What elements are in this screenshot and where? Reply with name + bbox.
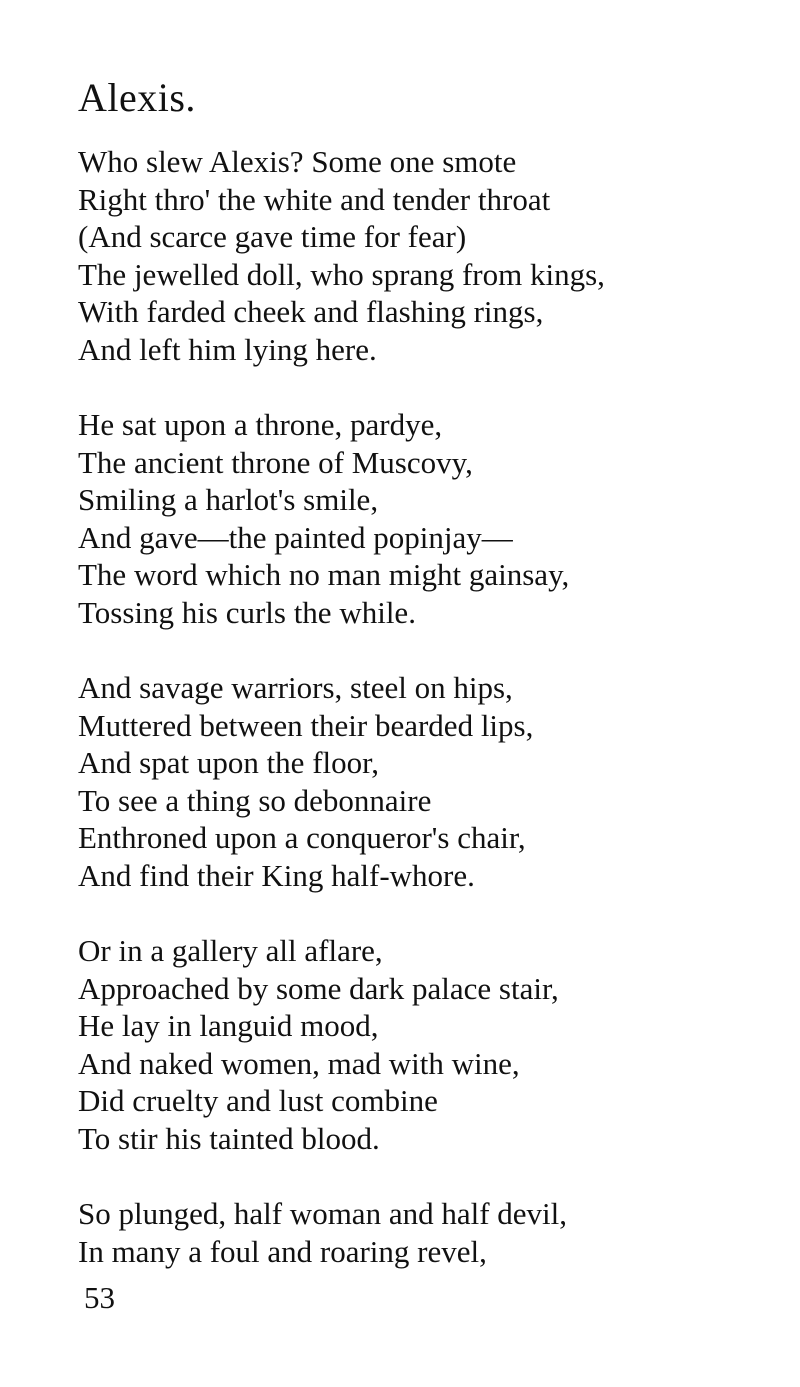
poem-line: He lay in languid mood,: [78, 1008, 379, 1043]
poem-line: The ancient throne of Muscovy,: [78, 444, 473, 480]
stanza-1: [78, 143, 778, 368]
poem-line: Did cruelty and lust combine: [78, 1083, 438, 1118]
page-number: 53: [84, 1280, 115, 1315]
stanza-3: [78, 669, 778, 894]
poem-line: Approached by some dark palace stair,: [78, 970, 559, 1006]
poem-line: The jewelled doll, who sprang from kings,: [78, 256, 605, 292]
poem-line: With farded cheek and flashing rings,: [78, 294, 544, 329]
poem-line: And find their King half-whore.: [78, 857, 475, 893]
stanza-4: [78, 932, 778, 1157]
poem-line: He sat upon a throne, pardye,: [78, 407, 443, 442]
poem-line: Who slew Alexis? Some one smote: [78, 144, 517, 179]
poem-title: Alexis.: [78, 75, 196, 120]
poem-line: And naked women, mad with wine,: [78, 1045, 520, 1081]
poem-line: The word which no man might gainsay,: [78, 557, 570, 592]
poem-line: (And scarce gave time for fear): [78, 219, 467, 254]
poem-line: And gave—the painted popinjay—: [78, 519, 513, 555]
stanza-2: [78, 406, 778, 631]
poem-line: Muttered between their bearded lips,: [78, 707, 534, 743]
poem-line: Tossing his curls the while.: [78, 594, 416, 630]
poem-line: To see a thing so debonnaire: [78, 782, 432, 818]
poem-line: Right thro' the white and tender throat: [78, 181, 551, 217]
poem-line: And left him lying here.: [78, 331, 377, 367]
poem-line: And spat upon the floor,: [78, 745, 379, 780]
poem-line: So plunged, half woman and half devil,: [78, 1196, 568, 1231]
poem-line: Or in a gallery all aflare,: [78, 933, 383, 968]
poem-line: To stir his tainted blood.: [78, 1120, 380, 1156]
poem-line: And savage warriors, steel on hips,: [78, 670, 513, 705]
poem-line: In many a foul and roaring revel,: [78, 1233, 487, 1269]
poem-line: Smiling a harlot's smile,: [78, 482, 379, 517]
stanza-5: [78, 1195, 778, 1270]
poem-body: [78, 143, 778, 1308]
poem-line: Enthroned upon a conqueror's chair,: [78, 820, 526, 855]
